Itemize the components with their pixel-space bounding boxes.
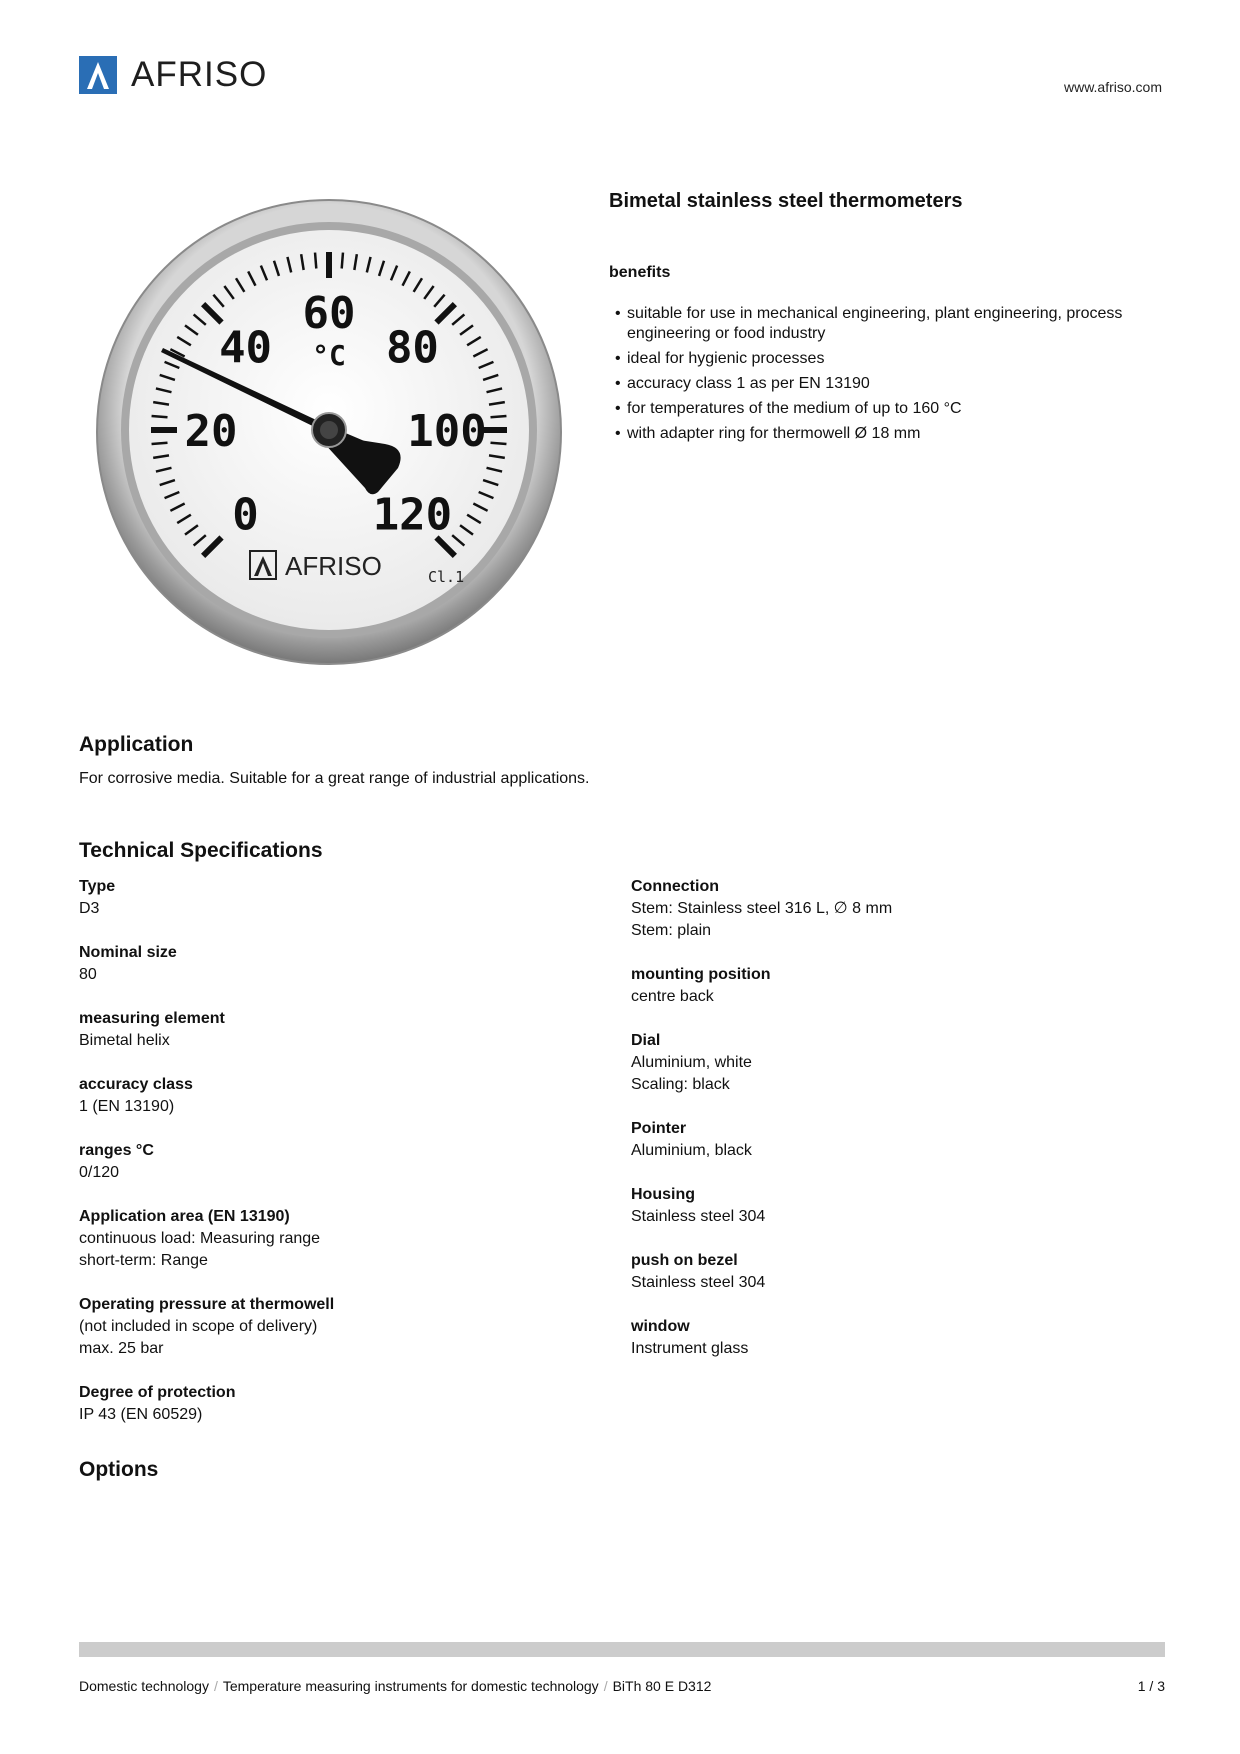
breadcrumb-separator: / — [213, 1678, 218, 1694]
spec-value: max. 25 bar — [79, 1340, 164, 1357]
spec-value: centre back — [631, 988, 714, 1005]
spec-label: Housing — [631, 1186, 695, 1203]
spec-label: measuring element — [79, 1010, 225, 1027]
spec-label: Type — [79, 878, 116, 895]
afriso-logo — [79, 56, 267, 94]
footer — [79, 1678, 1165, 1694]
list-item: • accuracy class 1 as per EN 13190 — [609, 374, 1164, 394]
spec-value: D3 — [79, 900, 100, 917]
spec-label: Degree of protection — [79, 1384, 236, 1401]
breadcrumb-separator: / — [603, 1678, 608, 1694]
spec-value: IP 43 (EN 60529) — [79, 1406, 203, 1423]
minor-tick — [342, 253, 343, 269]
spec-item — [79, 1140, 559, 1184]
spec-value: continuous load: Measuring range — [79, 1230, 321, 1247]
spec-item — [631, 1250, 1111, 1294]
specs-left-column — [79, 876, 559, 1448]
application-heading: Application — [79, 733, 194, 756]
spec-label: Operating pressure at thermowell — [79, 1296, 335, 1313]
product-intro — [609, 190, 1164, 442]
minor-tick — [152, 443, 168, 444]
spec-value: (not included in scope of delivery) — [79, 1318, 318, 1335]
spec-label: window — [631, 1318, 690, 1335]
page-number: 1 / 3 — [1137, 1678, 1165, 1694]
spec-value: Instrument glass — [631, 1340, 749, 1357]
spec-value: 1 (EN 13190) — [79, 1098, 175, 1115]
spec-item — [631, 1118, 1111, 1162]
website-url[interactable]: www.afriso.com — [1063, 79, 1162, 95]
spec-label: ranges °C — [79, 1142, 154, 1159]
scale-label: 0 — [232, 489, 259, 541]
spec-item — [631, 876, 1111, 942]
spec-value: Aluminium, white — [631, 1054, 752, 1071]
spec-item — [631, 1184, 1111, 1228]
scale-label: 60 — [302, 288, 356, 339]
benefits-list — [609, 304, 1164, 449]
svg-text:AFRISO: AFRISO — [285, 551, 382, 581]
dial-unit: °C — [312, 339, 346, 372]
svg-text:Cl.1: Cl.1 — [428, 568, 465, 586]
minor-tick — [491, 416, 507, 417]
footer-divider-bar — [79, 1642, 1165, 1657]
spec-label: accuracy class — [79, 1076, 193, 1093]
spec-value: Stem: plain — [631, 922, 712, 939]
scale-label: 100 — [407, 406, 487, 457]
spec-value: Scaling: black — [631, 1076, 730, 1093]
list-item: • suitable for use in mechanical engineering, plant engineering, process engineering or food industry — [609, 304, 1164, 344]
spec-item — [79, 1074, 559, 1118]
scale-label: 40 — [219, 322, 273, 374]
spec-label: push on bezel — [631, 1252, 738, 1269]
spec-value: Aluminium, black — [631, 1142, 752, 1159]
spec-item — [79, 1008, 559, 1052]
spec-value: short-term: Range — [79, 1252, 208, 1269]
application-text: For corrosive media. Suitable for a great range of industrial applications. — [79, 770, 590, 787]
scale-label: 120 — [372, 489, 453, 541]
scale-label: 20 — [184, 406, 238, 457]
logo-text: AFRISO — [131, 55, 268, 94]
spec-label: Pointer — [631, 1120, 687, 1137]
list-item: • with adapter ring for thermowell Ø 18 mm — [609, 424, 1164, 444]
spec-item — [631, 964, 1111, 1008]
tech-specs-heading: Technical Specifications — [79, 839, 323, 862]
spec-label: Application area (EN 13190) — [79, 1208, 290, 1225]
spec-item — [79, 1382, 559, 1426]
spec-item — [79, 1206, 559, 1272]
thermometer-product-image — [95, 198, 563, 666]
spec-item — [631, 1030, 1111, 1096]
spec-label: Nominal size — [79, 944, 177, 961]
spec-item — [631, 1316, 1111, 1360]
minor-tick — [491, 443, 507, 444]
spec-item — [79, 876, 559, 920]
options-heading: Options — [79, 1458, 159, 1481]
afriso-logo-mark-icon — [79, 56, 117, 94]
spec-value: 80 — [79, 966, 97, 983]
specs-right-column — [631, 876, 1111, 1382]
benefits-heading: benefits — [609, 264, 671, 281]
spec-value: Stainless steel 304 — [631, 1274, 766, 1291]
spec-item — [79, 1294, 559, 1360]
list-item: • ideal for hygienic processes — [609, 349, 1164, 369]
breadcrumb-item[interactable]: Temperature measuring instruments for domestic technology — [222, 1678, 599, 1694]
product-title: Bimetal stainless steel thermometers — [609, 190, 963, 212]
spec-label: mounting position — [631, 966, 771, 983]
minor-tick — [315, 253, 316, 269]
breadcrumb-item[interactable]: Domestic technology — [79, 1678, 209, 1694]
spec-label: Connection — [631, 878, 719, 895]
spec-value: Stem: Stainless steel 316 L, ∅ 8 mm — [631, 900, 893, 917]
breadcrumb-item: BiTh 80 E D312 — [612, 1678, 712, 1694]
minor-tick — [152, 416, 168, 417]
spec-item — [79, 942, 559, 986]
list-item: • for temperatures of the medium of up to 160 °C — [609, 399, 1164, 419]
spec-value: Stainless steel 304 — [631, 1208, 766, 1225]
breadcrumb — [79, 1678, 711, 1694]
spec-label: Dial — [631, 1032, 661, 1049]
spec-value: 0/120 — [79, 1164, 120, 1181]
scale-label: 80 — [385, 322, 439, 374]
spec-value: Bimetal helix — [79, 1032, 170, 1049]
